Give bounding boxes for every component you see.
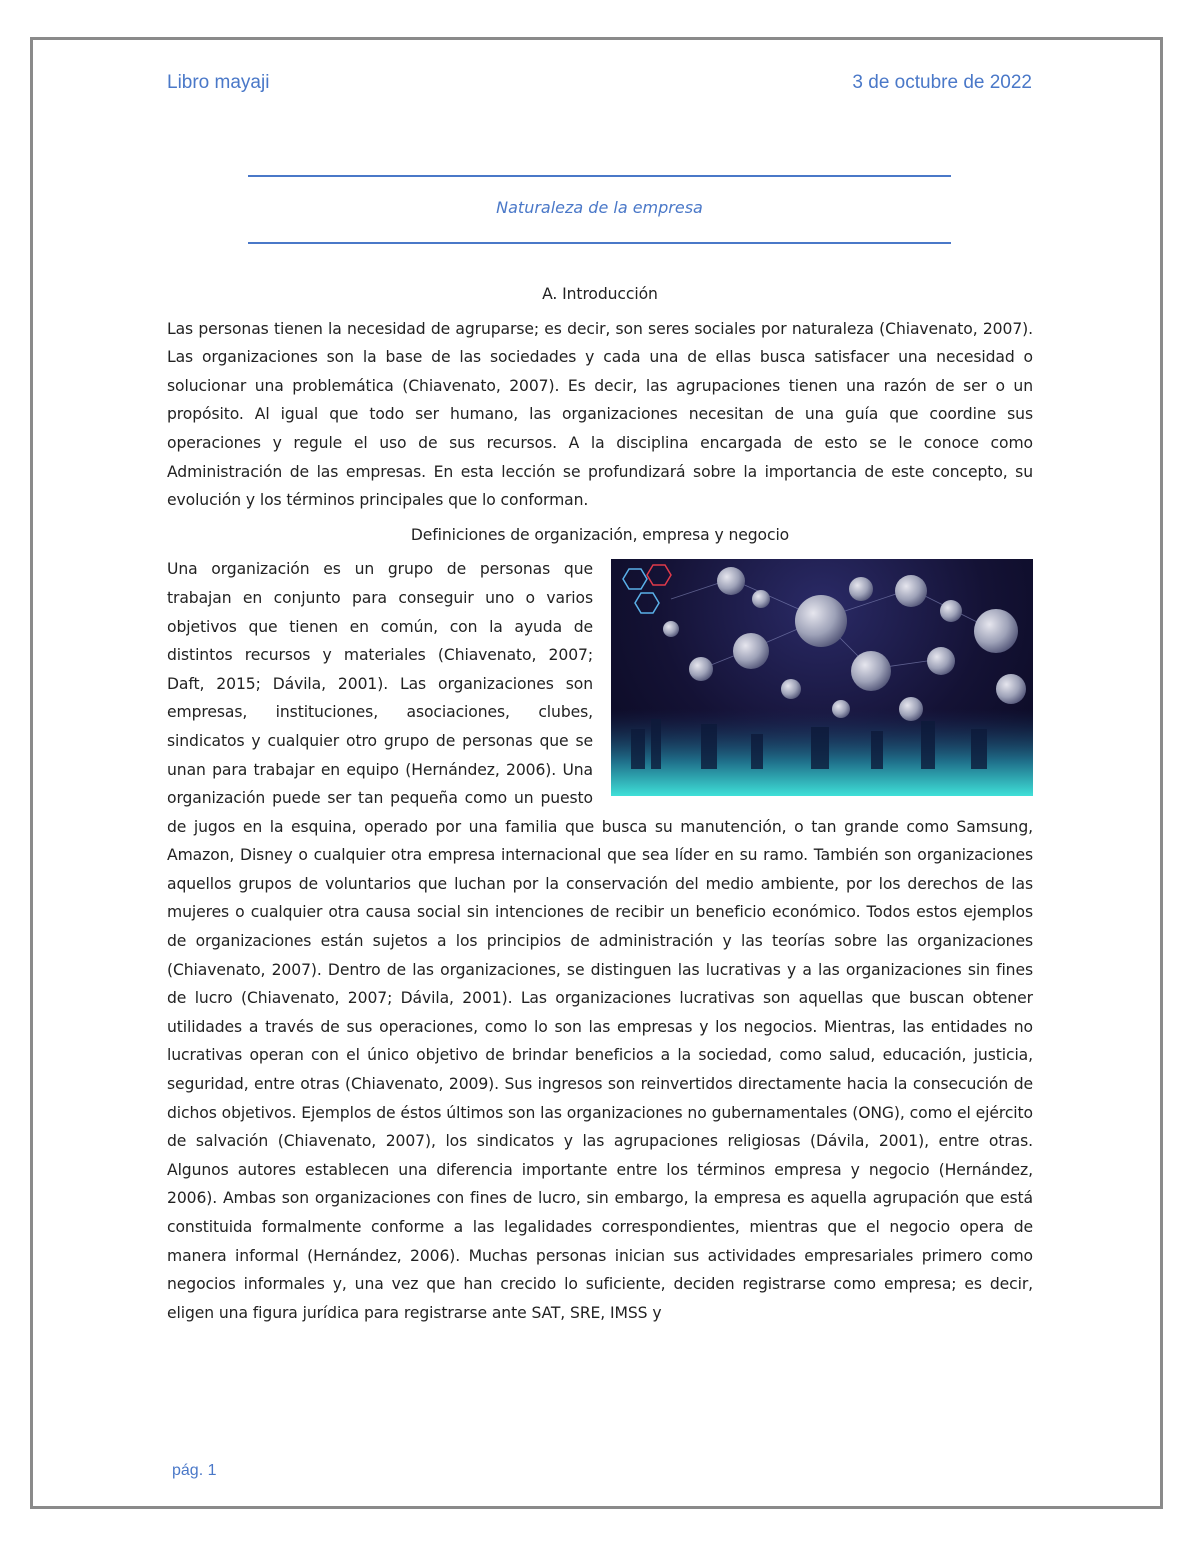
header-book-title: Libro mayaji — [167, 72, 270, 93]
title-rule-top — [248, 175, 951, 177]
header-date: 3 de octubre de 2022 — [852, 72, 1032, 93]
intro-paragraph: Las personas tienen la necesidad de agruparse; es decir, son seres sociales por naturaleza (Chiavenato, 2007). Las organizaciones son la base de las sociedades y cada una de ellas busca satisfacer una necesidad o solucionar una problemática (Chiavenato, 2007). Es decir, las agrupaciones tienen una razón de ser o un propósito. Al igual que todo ser humano, las organizaciones necesitan de una guía que coordine sus operaciones y regule el uso de sus recursos. A la disciplina encargada de esto se le conoce como Administración de las empresas. En esta lección se profundizará sobre la importancia de este concepto, su evolución y los términos principales que lo conforman. — [167, 319, 1033, 510]
section-heading: A. Introducción — [542, 285, 658, 303]
body-paragraph: Una organización es un grupo de personas que trabajan en conjunto para conseguir uno o varios objetivos que tienen en común, con la ayuda de distintos recursos y materiales (Chiavenato, 2007; Daft, 2015; Dávila, 2001). Las organizaciones son empresas, instituciones, asociaciones, clubes, sindicatos y cualquier otro grupo de personas que se unan para trabajar en equipo (Hernández, 2006). Una organización puede ser tan pequeña como un puesto de jugos en la esquina, operado por una familia que busca su manutención, o tan grande como Samsung, Amazon, Disney o cualquier otra empresa internacional que sea líder en su ramo. También son organizaciones aquellos grupos de voluntarios que luchan por la conservación del medio ambiente, por los derechos de las mujeres o cualquier otra causa social sin intenciones de recibir un beneficio económico. Todos estos ejemplos de organizaciones están sujetos a los principios de administración y las teorías sobre las organizaciones (Chiavenato, 2007). Dentro de las organizaciones, se distinguen las lucrativas y a las organizaciones sin fines de lucro (Chiavenato, 2007; Dávila, 2001). Las organizaciones lucrativas son aquellas que buscan obtener utilidades a través de sus operaciones, como lo son las empresas y los negocios. Mientras, las entidades no lucrativas operan con el único objetivo de brindar beneficios a la sociedad, como salud, educación, justicia, seguridad, entre otras (Chiavenato, 2009). Sus ingresos son reinvertidos directamente hacia la consecución de dichos objetivos. Ejemplos de éstos últimos son las organizaciones no gubernamentales (ONG), como el ejército de salvación (Chiavenato, 2007), los sindicatos y las agrupaciones religiosas (Dávila, 2001), entre otras. Algunos autores establecen una diferencia importante entre los términos empresa y negocio (Hernández, 2006). Ambas son organizaciones con fines de lucro, sin embargo, la empresa es aquella agrupación que está constituida formalmente conforme a las legalidades correspondientes, mientras que el negocio opera de manera informal (Hernández, 2006). Muchas personas inician sus actividades empresariales primero como negocios informales y, una vez que han crecido lo suficiente, deciden registrarse como empresa; es decir, eligen una figura jurídica para registrarse ante SAT, SRE, IMSS y — [167, 560, 1033, 1322]
subheading: Definiciones de organización, empresa y negocio — [410, 525, 790, 544]
page-number: pág. 1 — [172, 1462, 217, 1479]
document-title: Naturaleza de la empresa — [496, 198, 703, 217]
document-body — [167, 280, 1033, 1333]
network-people-bubbles-image — [611, 559, 1033, 796]
title-rule-bottom — [248, 242, 951, 244]
